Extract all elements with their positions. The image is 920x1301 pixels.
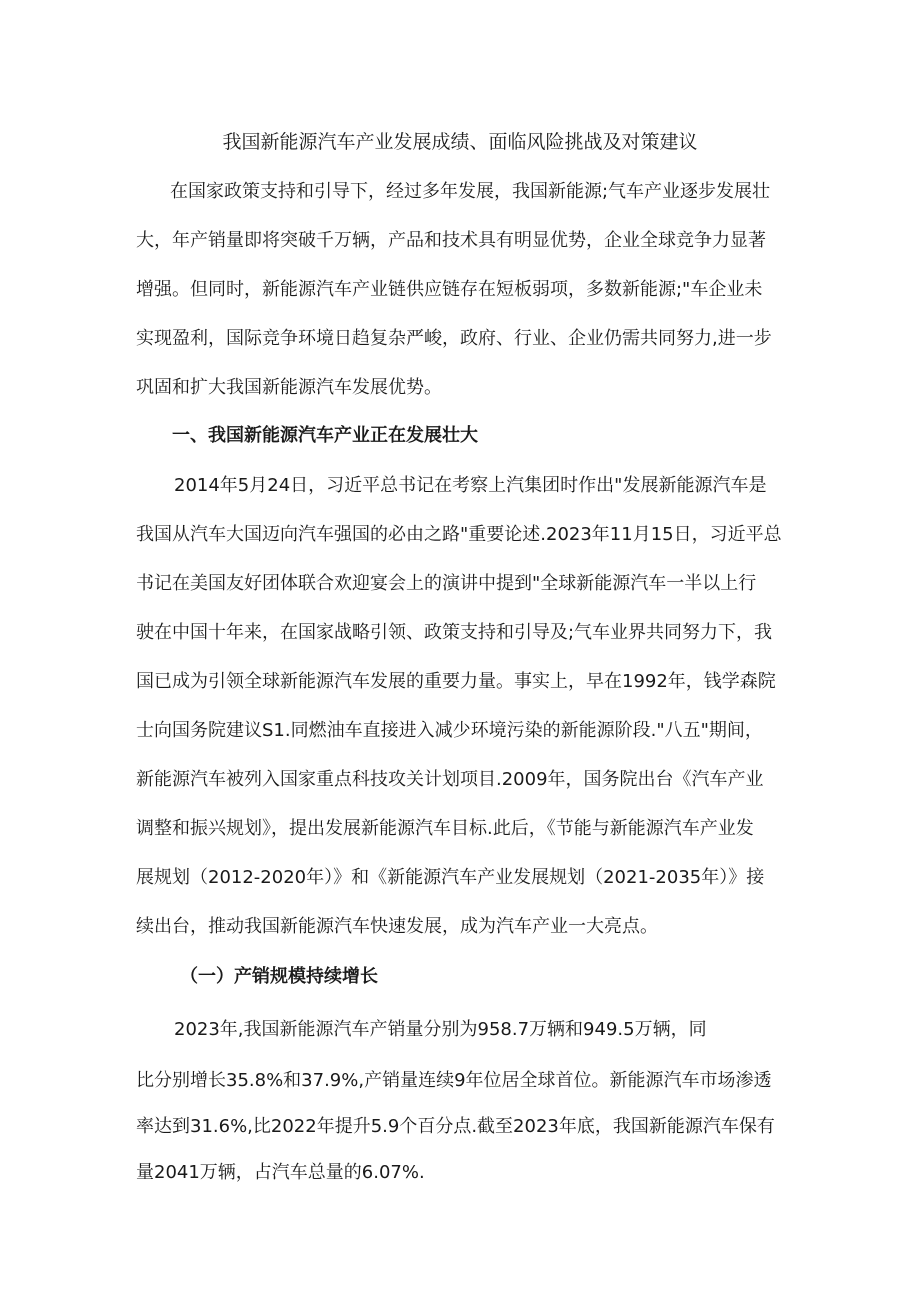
intro-line: 大，年产销量即将突破千万辆，产品和技术具有明显优势，企业全球竞争力显著 [136, 230, 766, 251]
subsection-paragraph-line: 率达到31.6%,比2022年提升5.9个百分点.截至2023年底，我国新能源汽车保有 [136, 1116, 775, 1137]
document-title: 我国新能源汽车产业发展成绩、面临风险挑战及对策建议 [222, 131, 698, 153]
subsection-paragraph-line: 2023年,我国新能源汽车产销量分别为958.7万辆和949.5万辆，同 [174, 1019, 707, 1040]
subsection-paragraph-line: 比分别增长35.8%和37.9%,产销量连续9年位居全球首位。新能源汽车市场渗透 [136, 1070, 772, 1091]
subsection-heading: （一）产销规模持续增长 [180, 966, 378, 987]
subsection-paragraph-line: 量2041万辆，占汽车总量的6.07%. [136, 1162, 425, 1183]
section-paragraph-line: 国已成为引领全球新能源汽车发展的重要力量。事实上，早在1992年，钱学森院 [136, 671, 776, 692]
section-paragraph-line: 调整和振兴规划》，提出发展新能源汽车目标.此后，《节能与新能源汽车产业发 [136, 818, 754, 839]
section-paragraph-line: 展规划（2012-2020年）》和《新能源汽车产业发展规划（2021-2035年）》接 [136, 867, 765, 888]
section-paragraph-line: 2014年5月24日，习近平总书记在考察上汽集团时作出"发展新能源汽车是 [174, 475, 767, 496]
section-paragraph-line: 驶在中国十年来，在国家战略引领、政策支持和引导及;气车业界共同努力下，我 [136, 622, 773, 643]
section-paragraph-line: 书记在美国友好团体联合欢迎宴会上的演讲中提到"全球新能源汽车一半以上行 [136, 573, 757, 594]
section-heading: 一、我国新能源汽车产业正在发展壮大 [172, 425, 478, 446]
section-paragraph-line: 士向国务院建议S1.同燃油车直接进入减少环境污染的新能源阶段."八五"期间， [136, 720, 763, 741]
intro-line: 实现盈利，国际竞争环境日趋复杂严峻，政府、行业、企业仍需共同努力,进一步 [136, 328, 772, 349]
intro-line: 巩固和扩大我国新能源汽车发展优势。 [136, 377, 442, 398]
intro-line: 增强。但同时，新能源汽车产业链供应链存在短板弱项，多数新能源;"车企业未 [136, 279, 763, 300]
section-paragraph-line: 我国从汽车大国迈向汽车强国的必由之路"重要论述.2023年11月15日，习近平总 [136, 524, 782, 545]
intro-line: 在国家政策支持和引导下，经过多年发展，我国新能源;气车产业逐步发展壮 [170, 181, 771, 202]
section-paragraph-line: 新能源汽车被列入国家重点科技攻关计划项目.2009年，国务院出台《汽车产业 [136, 769, 764, 790]
section-paragraph-line: 续出台，推动我国新能源汽车快速发展，成为汽车产业一大亮点。 [136, 916, 658, 937]
